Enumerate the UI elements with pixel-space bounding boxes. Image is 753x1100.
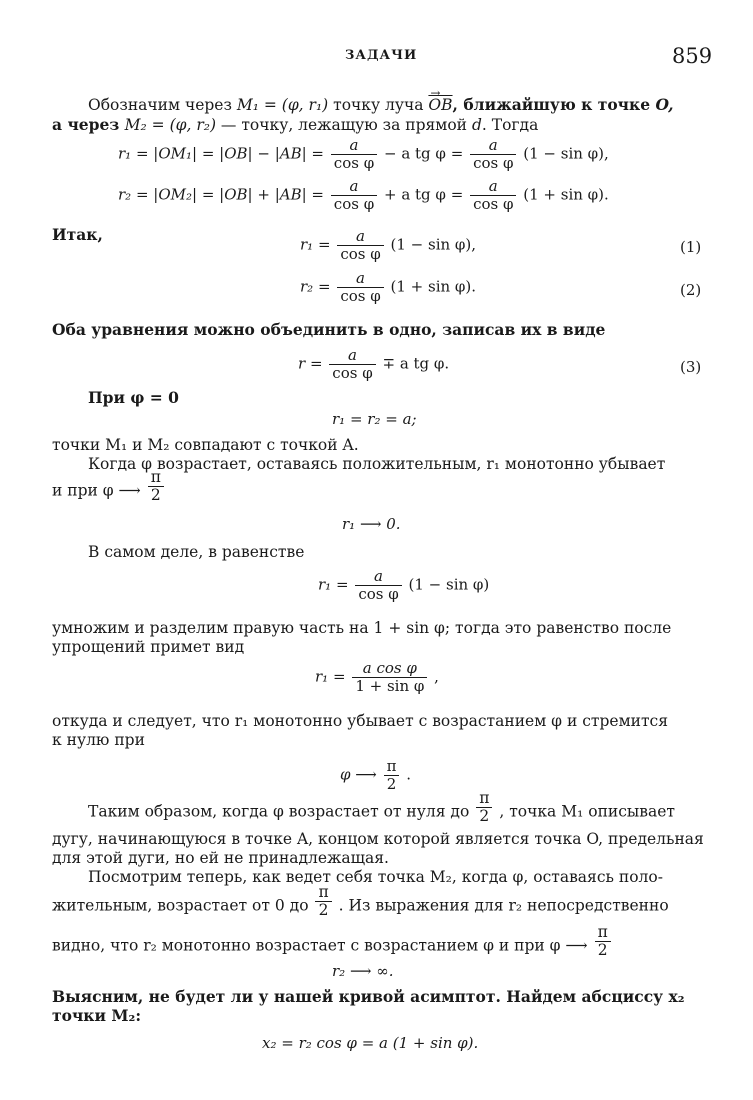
- paragraph-line: а через M₂ = (φ, r₂) — точку, лежащую за прямой d. Тогда: [52, 115, 539, 134]
- equation-r2-derivation: r₂ = |OM₂| = |OB| + |AB| = $\frac{a}{\text{cos φ}}$ + a tg φ = $\frac{a}{\text{cos φ}}$ (1 + sin φ).: [118, 177, 609, 213]
- equation-simplified: r₁ = $\frac{\text{a cos φ}}{\text{1 + sin φ}}$ ,: [315, 659, 439, 695]
- paragraph-line: Когда φ возрастает, оставаясь положительным, r₁ монотонно убывает: [88, 455, 666, 473]
- paragraph-line: для этой дуги, но ей не принадлежащая.: [52, 849, 389, 867]
- equation-2: r₂ = $\frac{a}{\text{cos φ}}$ (1 + sin φ).: [300, 269, 477, 305]
- paragraph-line: дугу, начинающуюся в точке A, концом которой является точка O, предельная: [52, 830, 704, 848]
- equation-r1-r2-a: r₁ = r₂ = a;: [332, 410, 417, 428]
- paragraph-line: умножим и разделим правую часть на 1 + sin φ; тогда это равенство после: [52, 619, 672, 637]
- paragraph-line: Выясним, не будет ли у нашей кривой асимптот. Найдем абсциссу x₂: [52, 987, 685, 1006]
- paragraph-line: Оба уравнения можно объединить в одно, записав их в виде: [52, 320, 606, 339]
- equation-3: r = $\frac{a}{\text{cos φ}}$ ∓ a tg φ.: [298, 346, 450, 382]
- itak-label: Итак,: [52, 225, 103, 244]
- paragraph-line: Обозначим через M₁ = (φ, r₁) точку луча → $\overline{OB}$, ближайшую к точке O,: [88, 96, 673, 114]
- equation-r1-to-zero: r₁ ⟶ 0.: [342, 515, 401, 533]
- equation-x2: x₂ = r₂ cos φ = a (1 + sin φ).: [262, 1034, 479, 1052]
- running-header: ЗАДАЧИ: [345, 48, 418, 63]
- paragraph-line: точки M₂:: [52, 1006, 142, 1025]
- paragraph-line: В самом деле, в равенстве: [88, 543, 305, 561]
- paragraph-line: упрощений примет вид: [52, 638, 245, 656]
- equation-number-3: (3): [680, 358, 702, 376]
- equation-r1-derivation: r₁ = |OM₁| = |OB| − |AB| = $\frac{a}{\text{cos φ}}$ − a tg φ = $\frac{a}{\text{cos φ}}$ (1 − sin φ),: [118, 136, 609, 172]
- paragraph-line: При φ = 0: [88, 388, 179, 407]
- vector-ob: → $\overline{OB}$: [428, 96, 452, 114]
- paragraph-line: Посмотрим теперь, как ведет себя точка M₂, когда φ, оставаясь поло-: [88, 868, 663, 886]
- page-number: 859: [672, 44, 713, 68]
- paragraph-line: Таким образом, когда φ возрастает от нуля до $\frac{\pi}{2}$ , точка M₁ описывает: [88, 789, 675, 825]
- equation-number-2: (2): [680, 281, 702, 299]
- paragraph-line: видно, что r₂ монотонно возрастает с возрастанием φ и при φ ⟶ $\frac{\pi}{2}$: [52, 934, 613, 959]
- paragraph-line: точки M₁ и M₂ совпадают с точкой A.: [52, 436, 359, 454]
- equation-1: r₁ = $\frac{a}{\text{cos φ}}$ (1 − sin φ),: [300, 227, 477, 263]
- equation-r1-again: r₁ = $\frac{a}{\text{cos φ}}$ (1 − sin φ): [318, 567, 490, 603]
- equation-number-1: (1): [680, 238, 702, 256]
- equation-phi-to-pi2: φ ⟶ $\frac{\pi}{2}$ .: [340, 757, 411, 793]
- paragraph-line: к нулю при: [52, 731, 145, 749]
- equation-r2-to-inf: r₂ ⟶ ∞.: [332, 962, 394, 980]
- paragraph-line: жительным, возрастает от 0 до $\frac{\pi}{2}$ . Из выражения для r₂ непосредственно: [52, 883, 669, 919]
- paragraph-line: откуда и следует, что r₁ монотонно убывает с возрастанием φ и стремится: [52, 712, 668, 730]
- paragraph-line: и при φ ⟶ $\frac{\pi}{2}$: [52, 479, 166, 504]
